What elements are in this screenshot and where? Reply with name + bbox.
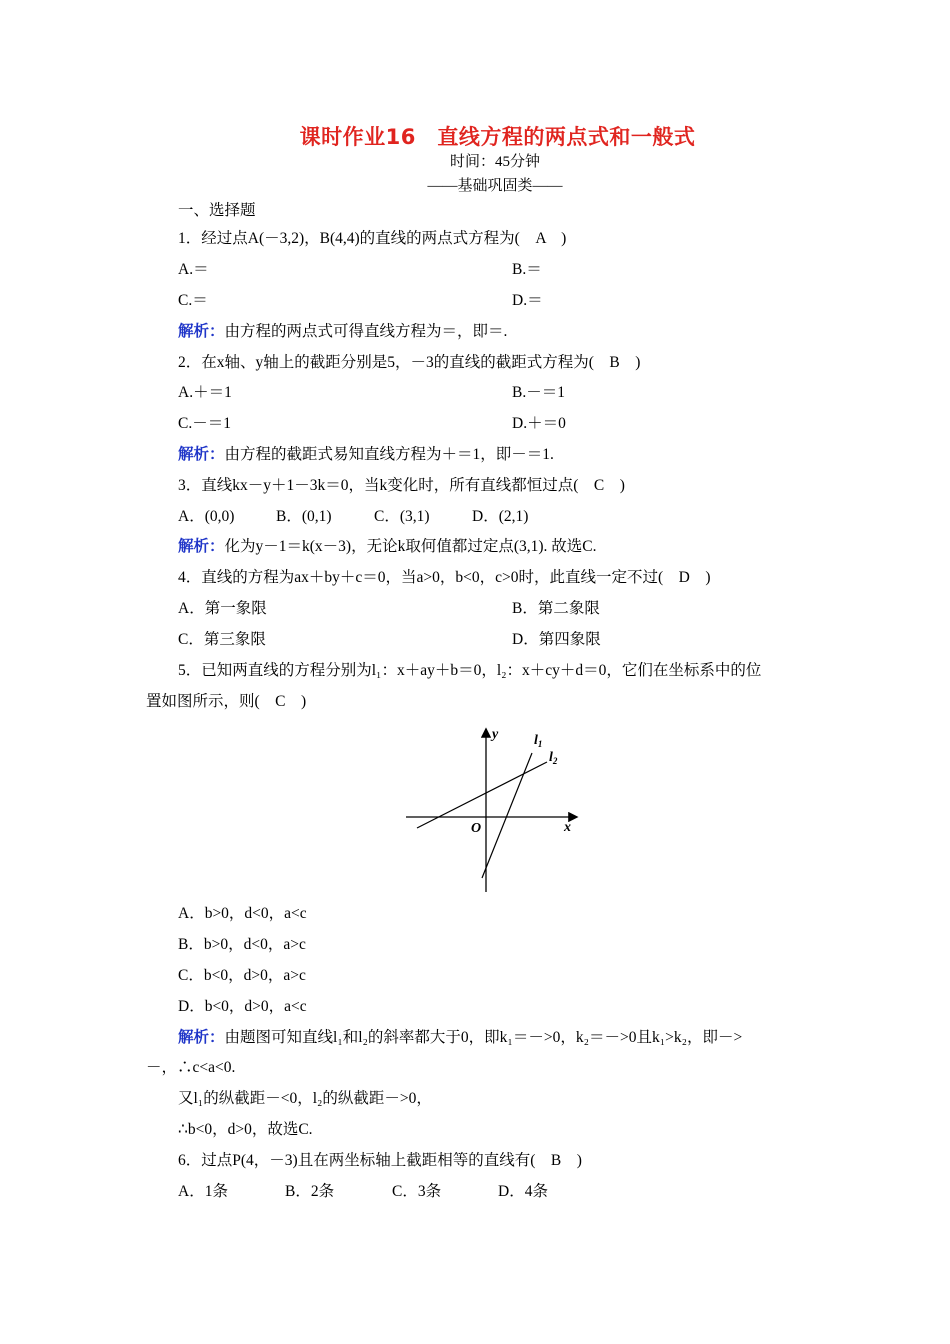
l2-label: $l_2$: [549, 750, 558, 766]
q4-option-d: D．第四象限: [512, 631, 601, 648]
solution-label: 解析：: [178, 323, 225, 340]
q2-option-b: B.－＝1: [512, 384, 565, 401]
q4-option-a: A．第一象限: [178, 600, 267, 617]
q2-solution: [178, 445, 554, 465]
q4-option-b: B．第二象限: [512, 600, 600, 617]
q3-option-d: D．(2,1): [472, 508, 529, 525]
q3-option-c: C．(3,1): [374, 508, 430, 525]
section-heading: ——基础巩固类——: [427, 178, 563, 194]
solution-label: 解析：: [178, 538, 225, 555]
q1-option-a: A.＝: [178, 261, 209, 278]
q5-solution-line4: ∴b<0，d>0，故选C.: [178, 1121, 313, 1138]
q4-option-c: C．第三象限: [178, 631, 266, 648]
q2-option-c: C.－＝1: [178, 415, 231, 432]
q1-solution: [178, 322, 507, 342]
solution-label: 解析：: [178, 1029, 225, 1046]
part-heading: 一、选择题: [178, 202, 256, 219]
q5-option-d: D．b<0，d>0，a<c: [178, 998, 307, 1015]
solution-text: 由方程的截距式易知直线方程为＋＝1，即－＝1.: [224, 446, 554, 463]
q1-option-b: B.＝: [512, 261, 542, 278]
q3-stem: 3．直线kx－y＋1－3k＝0，当k变化时，所有直线都恒过点( C ): [178, 477, 625, 494]
q5-solution-line2: －，∴c<a<0.: [146, 1059, 236, 1076]
q3-option-a: A．(0,0): [178, 508, 235, 525]
q5-option-b: B．b>0，d<0，a>c: [178, 936, 306, 953]
solution-text: 化为y－1＝k(x－3)，无论k取何值都过定点(3,1). 故选C.: [224, 538, 597, 555]
q4-stem: 4．直线的方程为ax＋by＋c＝0，当a>0，b<0，c>0时，此直线一定不过( D ): [178, 569, 711, 586]
q5-option-c: C．b<0，d>0，a>c: [178, 967, 306, 984]
q2-option-a: A.＋＝1: [178, 384, 232, 401]
q1-option-d: D.＝: [512, 292, 543, 309]
q6-option-b: B．2条: [285, 1183, 335, 1200]
solution-label: 解析：: [178, 446, 225, 463]
q2-stem: 2．在x轴、y轴上的截距分别是5，－3的直线的截距式方程为( B ): [178, 354, 641, 371]
q5-stem-line2: 置如图所示，则( C ): [146, 693, 307, 710]
q5-option-a: A．b>0，d<0，a<c: [178, 905, 307, 922]
x-axis-label: x: [564, 820, 571, 835]
q5-solution-line3: 又l₁的纵截距－<0，l₂的纵截距－>0，: [178, 1090, 432, 1107]
y-axis-label: y: [492, 727, 499, 742]
solution-text: 由题图可知直线l₁和l₂的斜率都大于0，即k₁＝－>0，k₂＝－>0且k₁>k₂，即－>: [224, 1029, 743, 1046]
origin-label: O: [471, 821, 482, 836]
q2-option-d: D.＋＝0: [512, 415, 566, 432]
q3-option-b: B．(0,1): [276, 508, 332, 525]
q6-option-c: C．3条: [392, 1183, 442, 1200]
solution-text: 由方程的两点式可得直线方程为＝，即＝.: [224, 323, 508, 340]
line-l2: [417, 762, 547, 828]
q5-solution-line1: [178, 1028, 742, 1048]
q1-option-c: C.＝: [178, 292, 208, 309]
q6-option-d: D．4条: [498, 1183, 548, 1200]
page-title: 课时作业16 直线方程的两点式和一般式: [299, 125, 696, 149]
q6-option-a: A．1条: [178, 1183, 228, 1200]
q6-stem: 6．过点P(4，－3)且在两坐标轴上截距相等的直线有( B ): [178, 1152, 582, 1169]
time-limit: 时间：45分钟: [449, 154, 540, 170]
q3-solution: [178, 537, 597, 557]
l1-label: $l_1$: [534, 733, 543, 749]
q1-stem: 1．经过点A(－3,2)，B(4,4)的直线的两点式方程为( A ): [178, 230, 567, 247]
q5-stem-line1: 5．已知两直线的方程分别为l₁：x＋ay＋b＝0，l₂：x＋cy＋d＝0，它们在坐标系中的位: [178, 662, 762, 679]
line-l1: [482, 753, 532, 878]
q5-coordinate-figure: [400, 722, 585, 897]
